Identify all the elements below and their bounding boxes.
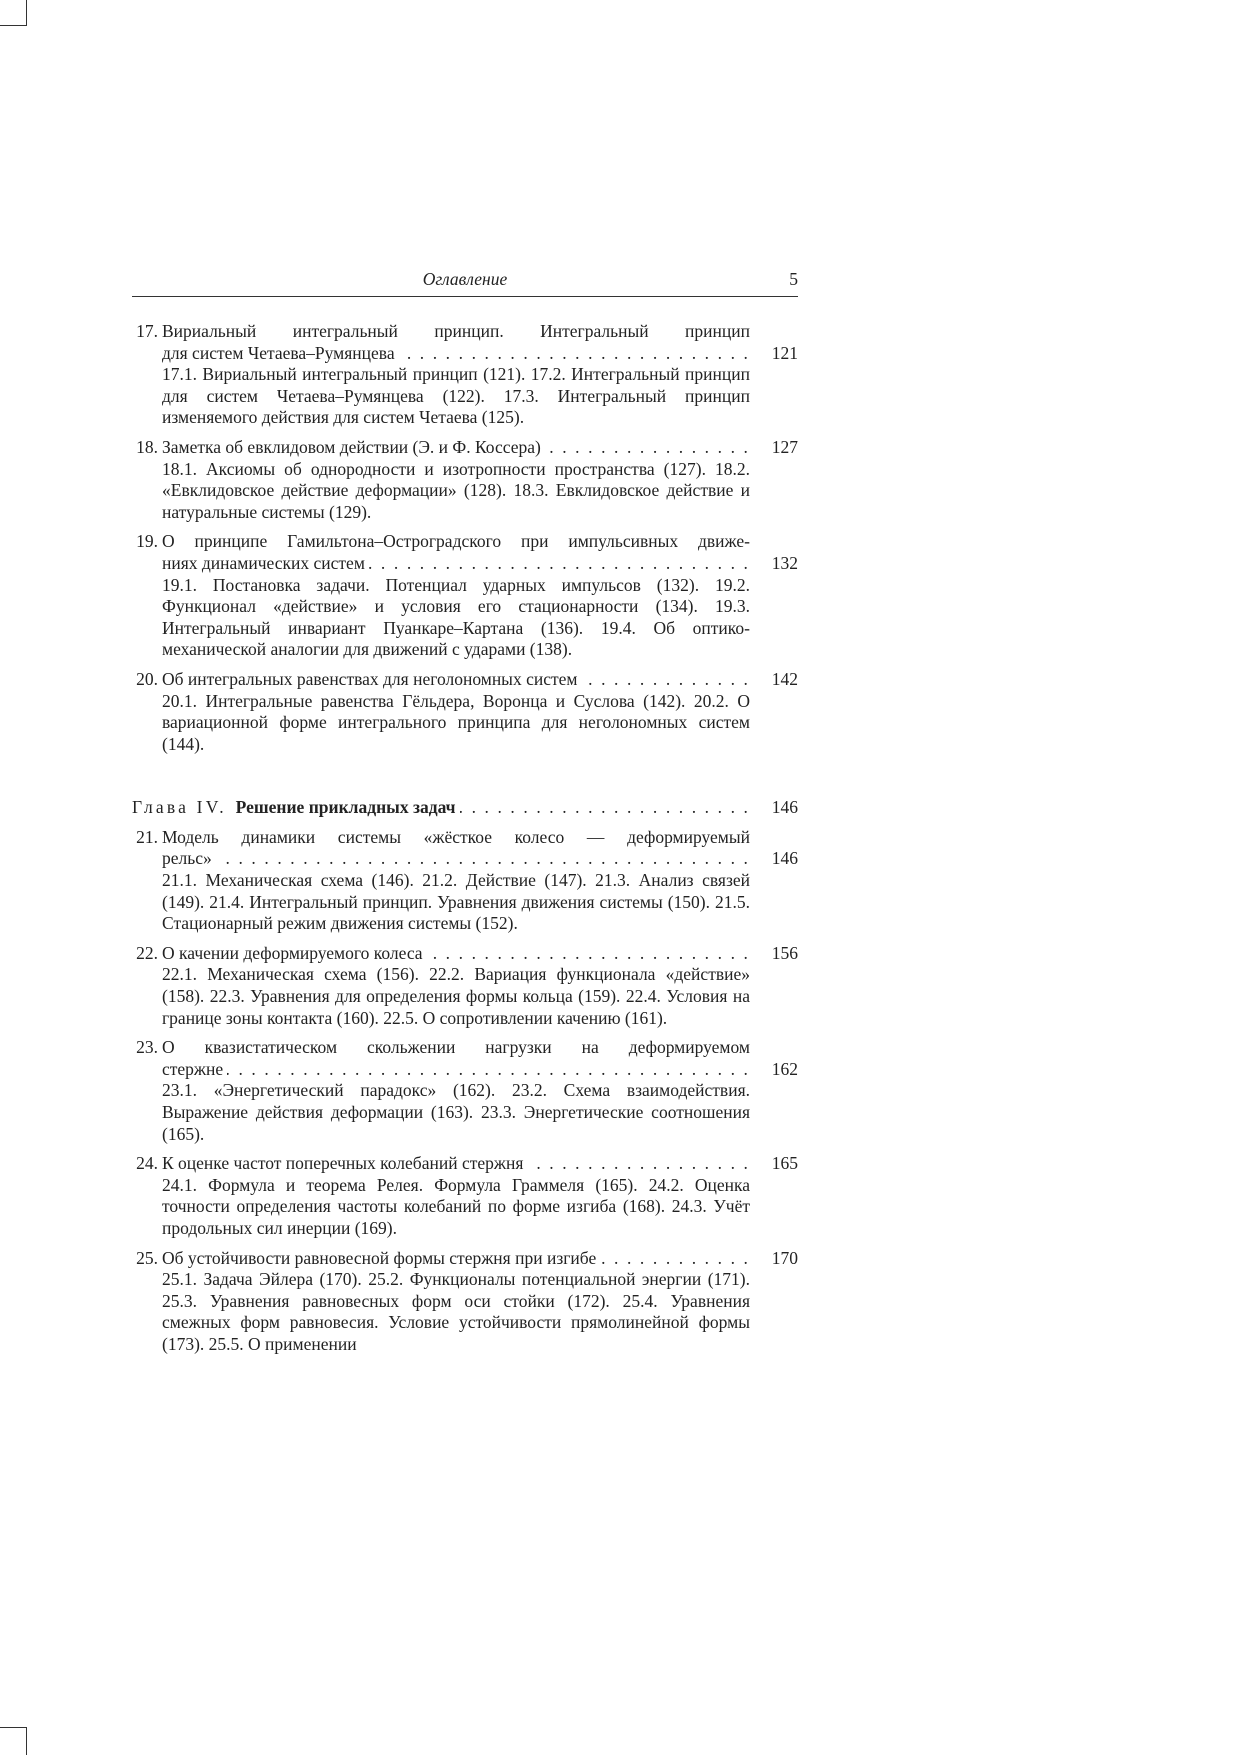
toc-entry-body <box>162 1037 750 1145</box>
toc-entry-title: рельс» <box>162 848 216 868</box>
toc-entry-title: К оценке частот поперечных колебаний стержня <box>162 1153 527 1173</box>
toc-entry-leader-line <box>162 1059 750 1081</box>
toc-entry-number: 23. <box>136 1037 158 1058</box>
toc-entry-title: О принципе Гамильтона–Остроградского при импульсивных движе- <box>162 531 750 552</box>
toc-entry-body <box>162 321 750 429</box>
toc-entry-title: О квазистатическом скольжении нагрузки на деформируемом <box>162 1037 750 1058</box>
toc-list <box>132 321 798 755</box>
toc-entry-subsections: 21.1. Механическая схема (146). 21.2. Действие (147). 21.3. Анализ связей (149). 21.4. Интегральный принцип. Уравнения движения системы (150). 21.5. Стационарный режим движения системы (152). <box>162 870 750 934</box>
toc-entry-title: О качении деформируемого колеса <box>162 943 427 963</box>
crop-mark-top-vertical <box>26 0 27 26</box>
toc-entry <box>132 827 798 935</box>
toc-entry-number: 22. <box>136 942 158 963</box>
toc-entry-title: ниях динамических систем <box>162 553 369 573</box>
toc-entry-page: 132 <box>771 552 798 573</box>
toc-entry-body <box>162 531 750 661</box>
toc-entry-number: 24. <box>136 1153 158 1174</box>
toc-page <box>132 268 798 1364</box>
toc-entry-title: Заметка об евклидовом действии (Э. и Ф. Коссера) <box>162 437 545 457</box>
toc-entry-title: для систем Четаева–Румянцева <box>162 343 399 363</box>
chapter-title-line <box>132 797 750 819</box>
toc-entry-leader-line <box>162 1153 750 1175</box>
chapter-heading <box>132 797 798 819</box>
toc-entry-number: 20. <box>136 668 158 689</box>
running-head-title: Оглавление <box>422 269 508 289</box>
toc-entry-subsections: 25.1. Задача Эйлера (170). 25.2. Функционалы потенциальной энергии (171). 25.3. Уравнения равновесных форм оси стойки (172). 25.4. Уравнения смежных форм равновесия. Условие устойчивости прямолинейной формы (173). 25.5. О применении <box>162 1269 750 1354</box>
toc-entry <box>132 1248 798 1356</box>
toc-entry-subsections: 19.1. Постановка задачи. Потенциал ударных импульсов (132). 19.2. Функционал «действие» и условия его стационарности (134). 19.3. Интегральный инвариант Пуанкаре–Картана (136). 19.4. Об оптико-механической аналогии для движений с ударами (138). <box>162 574 750 660</box>
toc-entry-leader-line <box>162 437 750 459</box>
toc-entry-leader-line <box>162 848 750 870</box>
toc-entry-page: 165 <box>771 1153 798 1174</box>
toc-entry-body <box>162 827 750 935</box>
toc-entry-page: 156 <box>771 942 798 963</box>
toc-entry-leader-line <box>162 1248 750 1270</box>
toc-entry-subsections: 24.1. Формула и теорема Релея. Формула Граммеля (165). 24.2. Оценка точности определения частоты колебаний по форме изгиба (168). 24.3. Учёт продольных сил инерции (169). <box>162 1174 750 1238</box>
toc-entry-subsections: 20.1. Интегральные равенства Гёльдера, Воронца и Суслова (142). 20.2. О вариационной форме интегрального принципа для неголономных систем (144). <box>162 690 750 754</box>
toc-entry-body <box>162 1153 750 1239</box>
toc-entry-number: 18. <box>136 436 158 457</box>
chapter-title: Решение прикладных задач <box>235 797 456 818</box>
toc-entry-page: 162 <box>771 1058 798 1079</box>
toc-entry-body <box>162 669 750 755</box>
toc-entry-leader-line <box>162 669 750 691</box>
toc-entry-body <box>162 1248 750 1356</box>
toc-entry-leader-line <box>162 943 750 965</box>
toc-entry-number: 19. <box>136 531 158 552</box>
toc-entry <box>132 531 798 661</box>
toc-entry-subsections: 22.1. Механическая схема (156). 22.2. Вариация функционала «действие» (158). 22.3. Уравнения для определения формы кольца (159). 22.4. Условия на границе зоны контакта (160). 22.5. О сопротивлении качению (161). <box>162 964 750 1028</box>
toc-entry-title: Об интегральных равенствах для неголономных систем <box>162 669 581 689</box>
crop-mark-bottom-vertical <box>26 1727 27 1755</box>
toc-entry-page: 170 <box>771 1247 798 1268</box>
toc-entry <box>132 943 798 1029</box>
toc-entry-leader-line <box>162 343 750 365</box>
chapter-page: 146 <box>771 797 798 818</box>
toc-entry-leader-line <box>162 553 750 575</box>
toc-entry <box>132 1037 798 1145</box>
toc-entry-body <box>162 943 750 1029</box>
crop-mark-bottom-horizontal <box>0 1727 26 1728</box>
toc-entry-subsections: 18.1. Аксиомы об однородности и изотропности пространства (127). 18.2. «Евклидовское действие деформации» (128). 18.3. Евклидовское действие и натуральные системы (129). <box>162 458 750 522</box>
toc-entry <box>132 437 798 523</box>
toc-entry-page: 127 <box>771 436 798 457</box>
toc-entry-page: 142 <box>771 668 798 689</box>
toc-entry-number: 17. <box>136 321 158 341</box>
chapter-label: Глава IV. <box>132 797 227 818</box>
running-head <box>132 268 798 297</box>
page-number: 5 <box>789 269 798 289</box>
toc-entry <box>132 1153 798 1239</box>
toc-list-chapter-4 <box>132 827 798 1356</box>
toc-entry-title: Модель динамики системы «жёсткое колесо — деформируемый <box>162 826 750 847</box>
toc-entry-subsections: 17.1. Вириальный интегральный принцип (121). 17.2. Интегральный принцип для систем Четаева–Румянцева (122). 17.3. Интегральный принцип изменяемого действия для систем Четаева (125). <box>162 364 750 428</box>
toc-entry-number: 21. <box>136 826 158 847</box>
toc-entry <box>132 321 798 429</box>
toc-entry-title: стержне <box>162 1059 227 1079</box>
crop-mark-top-horizontal <box>0 25 26 26</box>
toc-entry-page: 146 <box>771 848 798 869</box>
toc-entry-page: 121 <box>771 342 798 363</box>
toc-entry <box>132 669 798 755</box>
toc-entry-body <box>162 437 750 523</box>
toc-entry-number: 25. <box>136 1247 158 1268</box>
toc-entry-title: Об устойчивости равновесной формы стержня при изгибе <box>162 1248 600 1268</box>
toc-entry-title: Вириальный интегральный принцип. Интегральный принцип <box>162 321 750 341</box>
toc-entry-subsections: 23.1. «Энергетический парадокс» (162). 23.2. Схема взаимодействия. Выражение действия деформации (163). 23.3. Энергетические соотношения (165). <box>162 1080 750 1144</box>
